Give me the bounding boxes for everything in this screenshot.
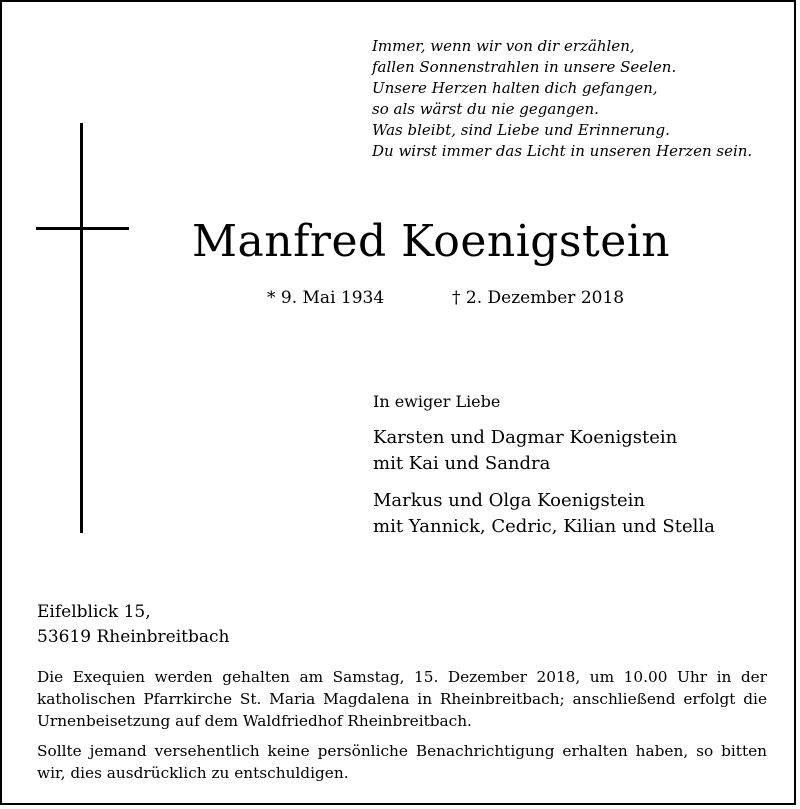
poem: [372, 36, 782, 162]
mourners-intro: In ewiger Liebe: [373, 392, 501, 411]
deceased-name: Manfred Koenigstein: [192, 216, 671, 267]
cross-icon: [80, 123, 83, 533]
mourner-address: [37, 600, 230, 650]
poem-line: Immer, wenn wir von dir erzählen,: [372, 37, 635, 55]
poem-line: fallen Sonnenstrahlen in unsere Seelen.: [372, 58, 677, 76]
poem-line: so als wärst du nie gegangen.: [372, 100, 599, 118]
address-street: Eifelblick 15,: [37, 602, 151, 622]
family-children: mit Kai und Sandra: [373, 453, 551, 474]
apology-note: Sollte jemand versehentlich keine persönliche Benachrichtigung erhalten haben, so bitten wir, dies ausdrücklich zu entschuldigen.: [37, 742, 767, 782]
mourner-family: [373, 425, 793, 477]
family-names: Karsten und Dagmar Koenigstein: [373, 427, 678, 448]
family-children: mit Yannick, Cedric, Kilian und Stella: [373, 516, 715, 537]
poem-line: Was bleibt, sind Liebe und Erinnerung.: [372, 121, 670, 139]
mourner-family: [373, 488, 793, 540]
family-names: Markus und Olga Koenigstein: [373, 490, 645, 511]
poem-line: Du wirst immer das Licht in unseren Herzen sein.: [372, 142, 753, 160]
poem-line: Unsere Herzen halten dich gefangen,: [372, 79, 658, 97]
birth-date: * 9. Mai 1934: [267, 288, 385, 308]
mourners-block: [373, 391, 793, 551]
address-city: 53619 Rheinbreitbach: [37, 627, 230, 647]
service-info: Die Exequien werden gehalten am Samstag, 15. Dezember 2018, um 10.00 Uhr in der katholischen Pfarrkirche St. Maria Magdalena in Rheinbreitbach; anschließend erfolgt die Urnenbeisetzung auf dem Waldfriedhof Rheinbreitbach.: [37, 668, 767, 730]
cross-icon-bar: [36, 227, 129, 230]
death-date: † 2. Dezember 2018: [452, 288, 625, 308]
